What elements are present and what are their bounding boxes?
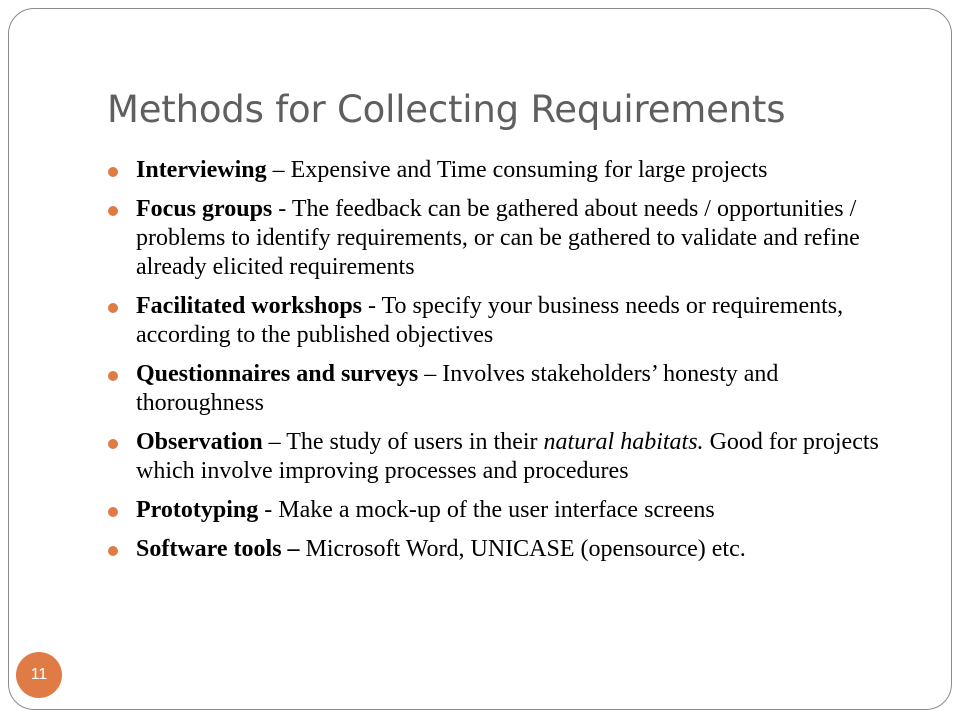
bullet-emphasis: natural habitats. [543, 429, 704, 455]
bullet-list [106, 156, 896, 574]
bullet-text: – The study of users in their [262, 429, 544, 455]
bullet-text: - Make a mock-up of the user interface screens [258, 497, 715, 523]
bullet-term: Interviewing [136, 157, 267, 183]
slide-number-badge: 11 [16, 652, 62, 698]
bullet-term: Observation [136, 429, 263, 455]
bullet-term: Facilitated workshops [136, 293, 363, 319]
bullet-dot-icon [108, 546, 118, 556]
bullet-item-software-tools [106, 535, 896, 564]
bullet-text: Microsoft Word, UNICASE (opensource) etc. [299, 536, 746, 562]
slide-title: Methods for Collecting Requirements [107, 88, 786, 131]
bullet-item-observation [106, 428, 896, 486]
bullet-item-focus-groups [106, 195, 896, 282]
bullet-item-prototyping [106, 496, 896, 525]
bullet-item-interviewing [106, 156, 896, 185]
bullet-dot-icon [108, 371, 118, 381]
bullet-term: Questionnaires and surveys [136, 361, 419, 387]
bullet-term: Software tools – [136, 536, 300, 562]
bullet-text-after: Good for projects which involve improving processes and procedures [136, 429, 879, 484]
bullet-text: - To specify your business needs or requirements, according to the published objectives [136, 293, 844, 348]
bullet-dot-icon [108, 167, 118, 177]
bullet-dot-icon [108, 206, 118, 216]
bullet-text: – Involves stakeholders’ honesty and thoroughness [136, 361, 779, 416]
bullet-item-questionnaires [106, 360, 896, 418]
bullet-text: – Expensive and Time consuming for large projects [266, 157, 768, 183]
bullet-term: Prototyping [136, 497, 259, 523]
bullet-dot-icon [108, 303, 118, 313]
bullet-dot-icon [108, 439, 118, 449]
bullet-item-facilitated-workshops [106, 292, 896, 350]
bullet-term: Focus groups [136, 196, 273, 222]
bullet-dot-icon [108, 507, 118, 517]
bullet-text: - The feedback can be gathered about needs / opportunities / problems to identify requirements, or can be gathered to validate and refine already elicited requirements [136, 196, 860, 280]
